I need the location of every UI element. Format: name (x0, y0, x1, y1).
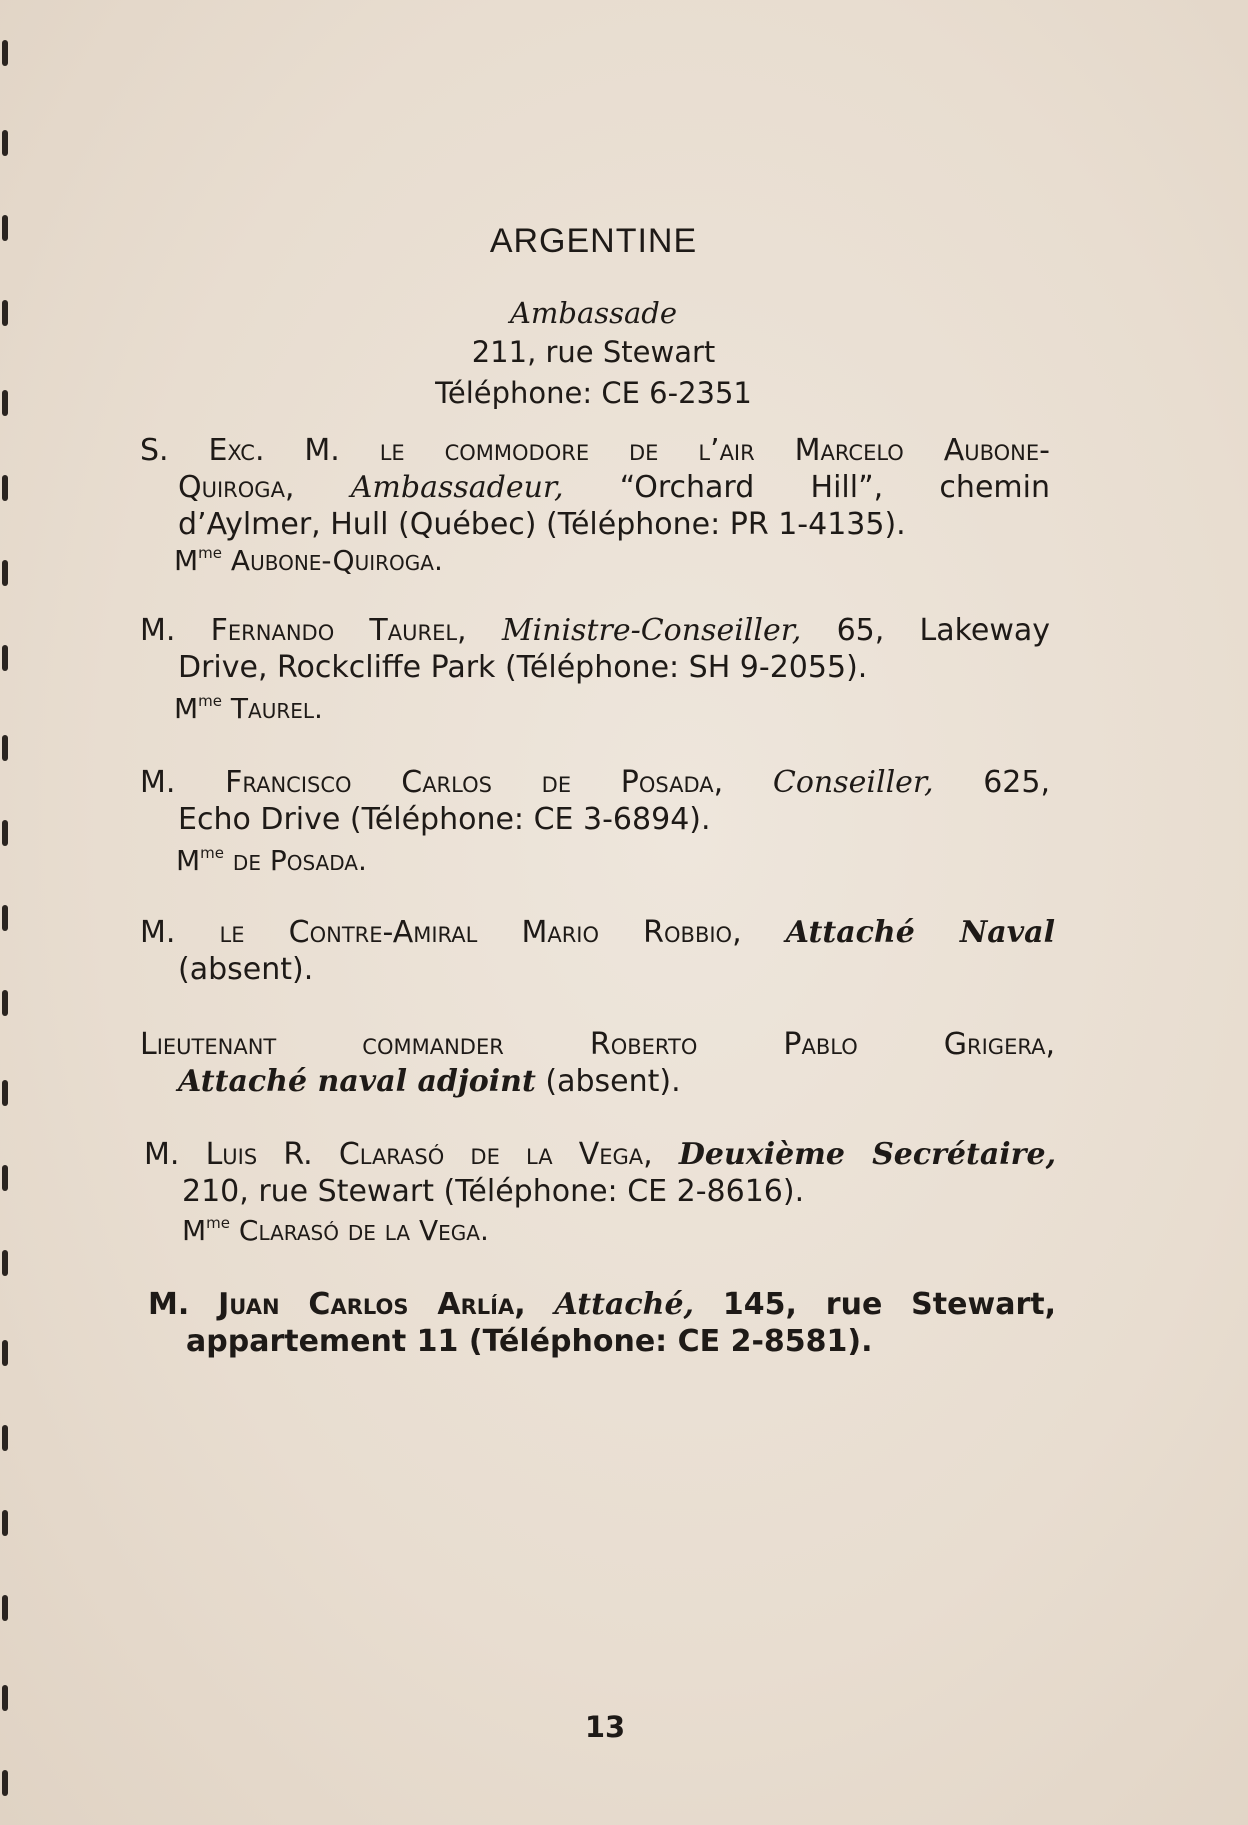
entry-line: (absent). (178, 952, 314, 987)
binding-hole (2, 645, 8, 671)
spouse-name: Clarasó de la Vega. (238, 1214, 489, 1247)
entry-address: 65, Lakeway (836, 613, 1051, 648)
entry-name: Lieutenant commander Roberto Pablo Grigera, (140, 1027, 1055, 1062)
spouse-prefix: M (174, 544, 199, 577)
entry-name: M. Fernando Taurel, (140, 613, 467, 648)
entry-address: 145, rue Stewart, (722, 1287, 1056, 1322)
entry-attache (148, 1286, 1056, 1360)
entry-line (148, 1286, 1056, 1323)
spouse-sup: me (206, 1214, 231, 1232)
binding-hole (2, 130, 8, 156)
entry-line (140, 469, 1050, 506)
binding-hole (2, 820, 8, 846)
binding-hole (2, 905, 8, 931)
entry-line: Drive, Rockcliffe Park (Téléphone: SH 9-2055). (178, 650, 868, 685)
entry-line (140, 764, 1050, 801)
entry-title: Attaché naval adjoint (178, 1064, 536, 1099)
entry-name: M. le Contre-Amiral Mario Robbio, (140, 915, 742, 950)
entry-address: “Orchard Hill”, chemin (619, 470, 1050, 505)
binding-hole (2, 990, 8, 1016)
entry-title: Deuxième Secrétaire, (678, 1137, 1057, 1172)
binding-hole (2, 40, 8, 66)
entry-assistant-naval-attache (140, 1026, 1055, 1100)
binding-hole (2, 560, 8, 586)
entry-naval-attache (140, 914, 1055, 988)
spouse-name: de Posada. (232, 844, 367, 877)
binding-hole (2, 1770, 8, 1796)
entry-line: Echo Drive (Téléphone: CE 3-6894). (178, 802, 711, 837)
embassy-address: 211, rue Stewart (471, 335, 716, 369)
spouse-prefix: M (176, 844, 201, 877)
entry-name: M. Juan Carlos Arlía, (148, 1287, 526, 1322)
page-number: 13 (584, 1710, 626, 1744)
entry-title: Attaché, (554, 1287, 694, 1322)
entry-line (140, 1026, 1055, 1063)
entry-spouse (176, 844, 367, 877)
entry-line: d’Aylmer, Hull (Québec) (Téléphone: PR 1-4135). (178, 507, 906, 542)
spouse-sup: me (198, 544, 223, 562)
spouse-prefix: M (174, 692, 199, 725)
entry-counsellor (140, 764, 1050, 838)
entry-line (144, 1136, 1056, 1173)
entry-spouse (174, 544, 443, 577)
binding-hole (2, 1425, 8, 1451)
entry-minister (140, 612, 1050, 686)
entry-name: M. Francisco Carlos de Posada, (140, 765, 724, 800)
entry-spouse (174, 692, 323, 725)
entry-status: (absent). (545, 1064, 681, 1099)
entry-line: appartement 11 (Téléphone: CE 2-8581). (186, 1324, 873, 1359)
spiral-binding (0, 0, 14, 1825)
entry-name: M. Luis R. Clarasó de la Vega, (144, 1137, 653, 1172)
entry-spouse (182, 1214, 489, 1247)
entry-title: Attaché Naval (785, 915, 1055, 950)
entry-name-cont: Quiroga, (178, 470, 295, 505)
binding-hole (2, 475, 8, 501)
spouse-sup: me (200, 844, 225, 862)
entry-title: Conseiller, (772, 765, 934, 800)
binding-hole (2, 1595, 8, 1621)
entry-address: 625, (983, 765, 1051, 800)
binding-hole (2, 735, 8, 761)
binding-hole (2, 1685, 8, 1711)
entry-title: Ambassadeur, (350, 470, 564, 505)
binding-hole (2, 1080, 8, 1106)
embassy-phone: Téléphone: CE 6-2351 (435, 376, 752, 410)
spouse-prefix: M (182, 1214, 207, 1247)
binding-hole (2, 1340, 8, 1366)
spouse-sup: me (198, 692, 223, 710)
entry-line (140, 612, 1050, 649)
entry-line: 210, rue Stewart (Téléphone: CE 2-8616). (182, 1174, 805, 1209)
entry-line (140, 914, 1055, 951)
binding-hole (2, 1510, 8, 1536)
entry-line (140, 432, 1050, 469)
entry-second-secretary (144, 1136, 1056, 1210)
section-title: Ambassade (509, 296, 678, 330)
binding-hole (2, 1250, 8, 1276)
binding-hole (2, 1165, 8, 1191)
entry-title: Ministre-Conseiller, (501, 613, 802, 648)
spouse-name: Taurel. (230, 692, 323, 725)
entry-name: S. Exc. M. le commodore de l’air Marcelo Aubone- (140, 433, 1050, 468)
country-heading: ARGENTINE (489, 222, 698, 260)
spouse-name: Aubone-Quiroga. (230, 544, 443, 577)
entry-line (140, 1063, 1055, 1100)
entry-ambassador (140, 432, 1050, 543)
